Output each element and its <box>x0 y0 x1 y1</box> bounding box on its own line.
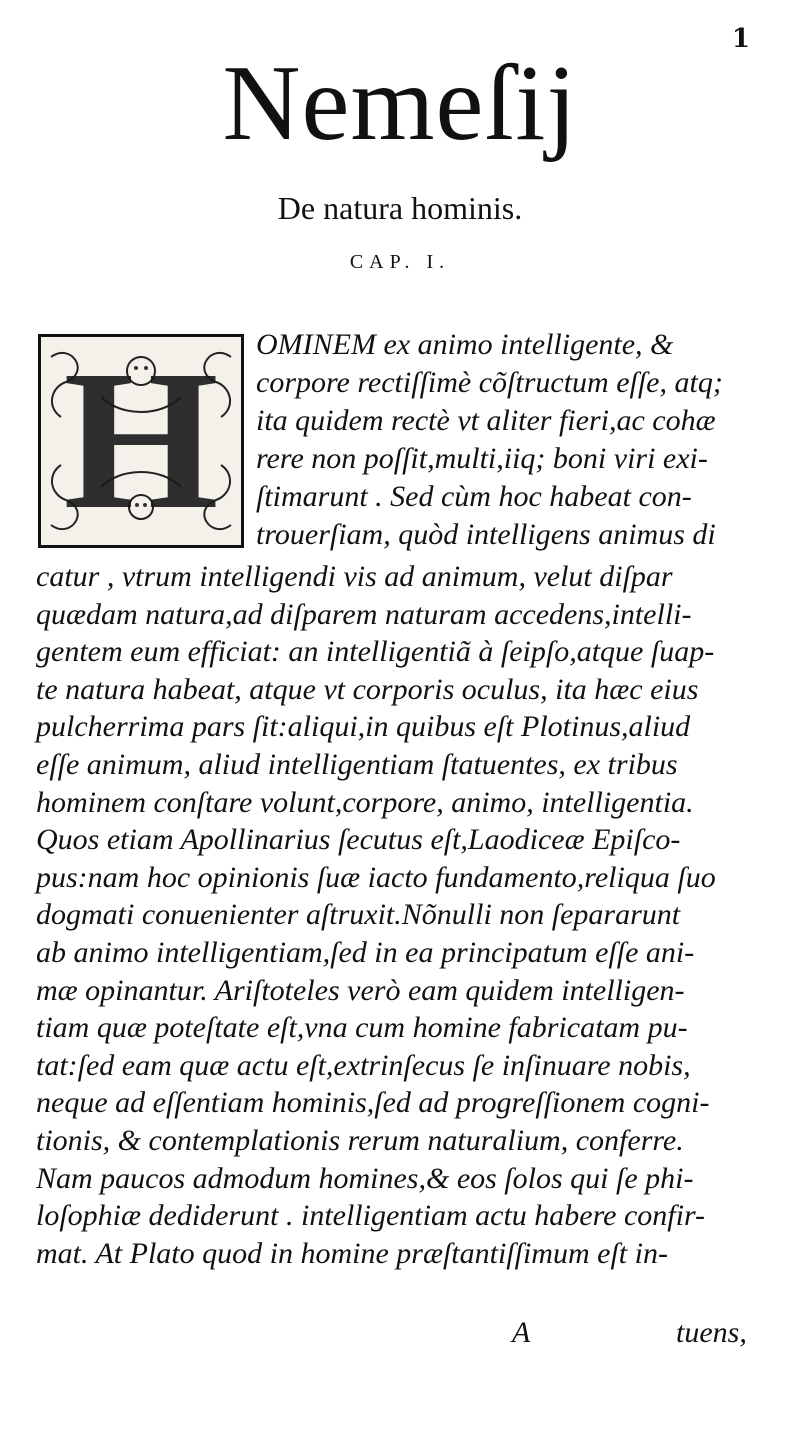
page-title: Nemeſij <box>222 44 578 163</box>
body-line: tat:ſed eam quæ actu eſt,extrinſecus ſe inſinuare nobis, <box>36 1048 691 1082</box>
body-line: ita quidem rectè vt aliter fieri,ac cohæ <box>256 404 716 437</box>
body-line: mæ opinantur. Ariſtoteles verò eam quidem intelligen- <box>36 973 685 1007</box>
body-line: gentem eum efficiat: an intelligentiã à ſeipſo,atque ſuap- <box>36 635 715 669</box>
body-line: OMINEM ex animo intelligente, & <box>256 328 674 361</box>
body-line: pus:nam hoc opinionis ſuæ iacto fundamento,reliqua ſuo <box>36 860 716 894</box>
body-line: ſtimarunt . Sed cùm hoc habeat con- <box>256 480 692 513</box>
body-line: quædam natura,ad diſparem naturam accedens,intelli- <box>36 597 692 631</box>
ornamental-initial <box>38 334 244 548</box>
body-line: dogmati conuenienter aſtruxit.Nõnulli non ſepararunt <box>36 898 681 932</box>
body-line: loſophiæ dediderunt . intelligentiam actu habere confir- <box>36 1199 706 1233</box>
page-number: 1 <box>731 24 750 54</box>
body-line: rere non poſſit,multi,iiq; boni viri exi- <box>256 442 708 475</box>
catchword: tuens, <box>676 1316 747 1349</box>
body-line: hominem conſtare volunt,corpore, animo, intelligentia. <box>36 785 694 819</box>
body-line: catur , vtrum intelligendi vis ad animum, velut diſpar <box>36 560 673 593</box>
body-line: pulcherrima pars ſit:aliqui,in quibus eſt Plotinus,aliud <box>36 710 691 744</box>
body-line: eſſe animum, aliud intelligentiam ſtatuentes, ex tribus <box>36 748 678 781</box>
body-line: ab animo intelligentiam,ſed in ea principatum eſſe ani- <box>36 936 695 969</box>
body-line: tionis, & contemplationis rerum naturalium, conferre. <box>36 1124 684 1157</box>
body-line: neque ad eſſentiam hominis,ſed ad progreſſionem cogni- <box>36 1086 710 1120</box>
page-subtitle: De natura hominis. <box>277 190 523 226</box>
body-line: trouerſiam, quòd intelligens animus di <box>256 518 716 551</box>
chapter-heading: CAP. I. <box>349 251 451 273</box>
body-line: Quos etiam Apollinarius ſecutus eſt,Laodiceæ Epiſco- <box>36 823 681 857</box>
body-line: te natura habeat, atque vt corporis oculus, ita hæc eius <box>36 672 699 706</box>
body-line: tiam quæ poteſtate eſt,vna cum homine fabricatam pu- <box>36 1011 688 1045</box>
body-line: mat. At Plato quod in homine præſtantiſſimum eſt in- <box>36 1236 668 1270</box>
drop-cap-letter: H <box>63 334 219 548</box>
body-line: corpore rectiſſimè cõſtructum eſſe, atq; <box>256 366 723 399</box>
signature-mark: A <box>512 1316 531 1349</box>
body-line: Nam paucos admodum homines,& eos ſolos qui ſe phi- <box>36 1161 694 1195</box>
